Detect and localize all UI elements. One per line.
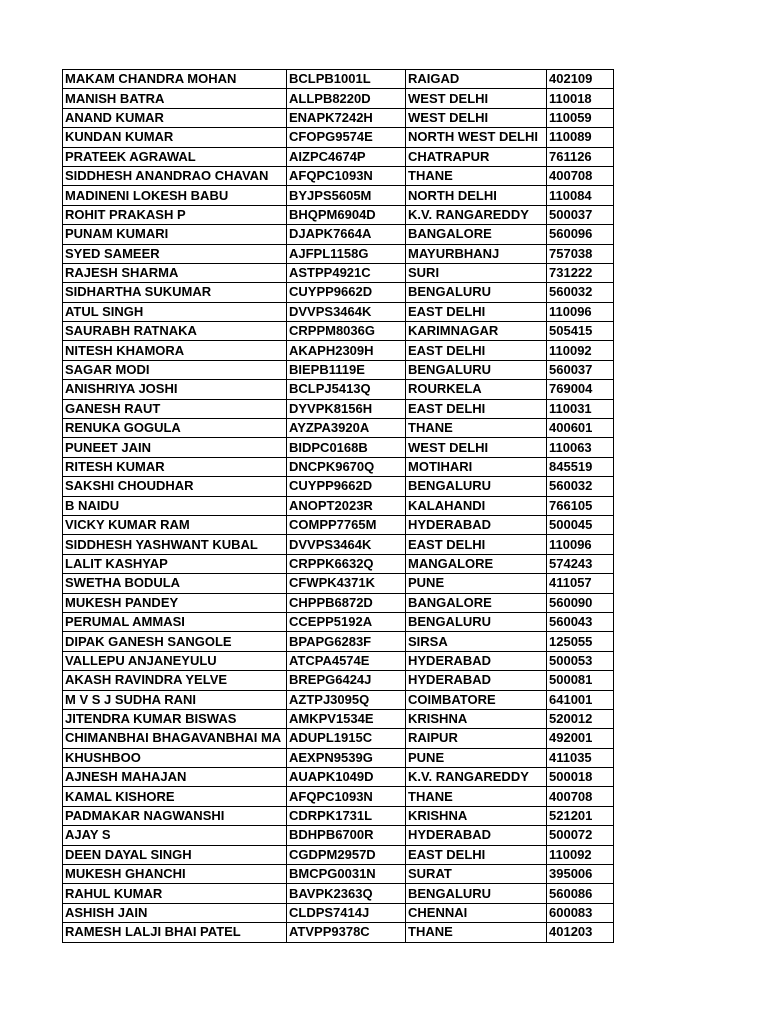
- city-cell: EAST DELHI: [406, 535, 547, 554]
- pan-cell: AZTPJ3095Q: [287, 690, 406, 709]
- pan-cell: COMPP7765M: [287, 515, 406, 534]
- table-row: [63, 884, 614, 903]
- pincode-cell: 402109: [547, 70, 614, 89]
- city-cell: KRISHNA: [406, 709, 547, 728]
- pan-cell: CRPPK6632Q: [287, 554, 406, 573]
- name-cell: MADINENI LOKESH BABU: [63, 186, 287, 205]
- city-cell: THANE: [406, 787, 547, 806]
- table-row: [63, 302, 614, 321]
- pincode-cell: 521201: [547, 806, 614, 825]
- pan-cell: BPAPG6283F: [287, 632, 406, 651]
- city-cell: MOTIHARI: [406, 457, 547, 476]
- pincode-cell: 560037: [547, 360, 614, 379]
- pan-cell: DJAPK7664A: [287, 225, 406, 244]
- city-cell: BANGALORE: [406, 593, 547, 612]
- city-cell: BENGALURU: [406, 283, 547, 302]
- pincode-cell: 110089: [547, 128, 614, 147]
- pincode-cell: 560032: [547, 283, 614, 302]
- pincode-cell: 110096: [547, 302, 614, 321]
- name-cell: SIDHARTHA SUKUMAR: [63, 283, 287, 302]
- city-cell: RAIGAD: [406, 70, 547, 89]
- city-cell: HYDERABAD: [406, 515, 547, 534]
- table-row: [63, 341, 614, 360]
- pincode-cell: 110096: [547, 535, 614, 554]
- name-cell: KHUSHBOO: [63, 748, 287, 767]
- pan-cell: AEXPN9539G: [287, 748, 406, 767]
- pincode-cell: 731222: [547, 263, 614, 282]
- name-cell: KUNDAN KUMAR: [63, 128, 287, 147]
- pan-cell: BMCPG0031N: [287, 865, 406, 884]
- pan-cell: BCLPJ5413Q: [287, 380, 406, 399]
- pan-cell: ATCPA4574E: [287, 651, 406, 670]
- city-cell: WEST DELHI: [406, 89, 547, 108]
- name-cell: SIDDHESH YASHWANT KUBAL: [63, 535, 287, 554]
- name-cell: SAURABH RATNAKA: [63, 322, 287, 341]
- table-row: [63, 70, 614, 89]
- table-row: [63, 225, 614, 244]
- city-cell: THANE: [406, 419, 547, 438]
- table-row: [63, 574, 614, 593]
- table-row: [63, 128, 614, 147]
- pincode-cell: 110018: [547, 89, 614, 108]
- name-cell: PERUMAL AMMASI: [63, 612, 287, 631]
- table-row: [63, 477, 614, 496]
- pan-cell: AKAPH2309H: [287, 341, 406, 360]
- name-cell: ATUL SINGH: [63, 302, 287, 321]
- name-cell: DIPAK GANESH SANGOLE: [63, 632, 287, 651]
- pan-cell: BIEPB1119E: [287, 360, 406, 379]
- pincode-cell: 505415: [547, 322, 614, 341]
- table-row: [63, 147, 614, 166]
- pincode-cell: 769004: [547, 380, 614, 399]
- name-cell: AJNESH MAHAJAN: [63, 768, 287, 787]
- name-cell: AJAY S: [63, 826, 287, 845]
- city-cell: CHATRAPUR: [406, 147, 547, 166]
- pincode-cell: 766105: [547, 496, 614, 515]
- pincode-cell: 110059: [547, 108, 614, 127]
- pincode-cell: 411057: [547, 574, 614, 593]
- pan-cell: BHQPM6904D: [287, 205, 406, 224]
- table-row: [63, 496, 614, 515]
- city-cell: BENGALURU: [406, 477, 547, 496]
- city-cell: BENGALURU: [406, 360, 547, 379]
- pincode-cell: 110031: [547, 399, 614, 418]
- table-row: [63, 787, 614, 806]
- name-cell: ANAND KUMAR: [63, 108, 287, 127]
- pan-cell: ANOPT2023R: [287, 496, 406, 515]
- pincode-cell: 401203: [547, 923, 614, 942]
- name-cell: MUKESH PANDEY: [63, 593, 287, 612]
- pan-cell: DVVPS3464K: [287, 535, 406, 554]
- name-cell: SIDDHESH ANANDRAO CHAVAN: [63, 166, 287, 185]
- table-row: [63, 399, 614, 418]
- city-cell: SURI: [406, 263, 547, 282]
- name-cell: RAMESH LALJI BHAI PATEL: [63, 923, 287, 942]
- name-cell: PADMAKAR NAGWANSHI: [63, 806, 287, 825]
- table-row: [63, 89, 614, 108]
- table-row: [63, 671, 614, 690]
- name-cell: VICKY KUMAR RAM: [63, 515, 287, 534]
- name-cell: ANISHRIYA JOSHI: [63, 380, 287, 399]
- name-cell: RAHUL KUMAR: [63, 884, 287, 903]
- city-cell: K.V. RANGAREDDY: [406, 768, 547, 787]
- table-row: [63, 593, 614, 612]
- pan-cell: ASTPP4921C: [287, 263, 406, 282]
- table-row: [63, 108, 614, 127]
- city-cell: KALAHANDI: [406, 496, 547, 515]
- table-row: [63, 205, 614, 224]
- pan-cell: DVVPS3464K: [287, 302, 406, 321]
- table-row: [63, 768, 614, 787]
- table-row: [63, 709, 614, 728]
- table-row: [63, 419, 614, 438]
- table-row: [63, 748, 614, 767]
- pincode-cell: 400708: [547, 787, 614, 806]
- pan-cell: AYZPA3920A: [287, 419, 406, 438]
- name-cell: GANESH RAUT: [63, 399, 287, 418]
- name-cell: PUNAM KUMARI: [63, 225, 287, 244]
- city-cell: PUNE: [406, 748, 547, 767]
- pincode-cell: 761126: [547, 147, 614, 166]
- city-cell: THANE: [406, 923, 547, 942]
- name-cell: PUNEET JAIN: [63, 438, 287, 457]
- name-cell: AKASH RAVINDRA YELVE: [63, 671, 287, 690]
- table-row: [63, 826, 614, 845]
- city-cell: SURAT: [406, 865, 547, 884]
- city-cell: EAST DELHI: [406, 302, 547, 321]
- pincode-cell: 110063: [547, 438, 614, 457]
- table-row: [63, 438, 614, 457]
- city-cell: PUNE: [406, 574, 547, 593]
- name-cell: JITENDRA KUMAR BISWAS: [63, 709, 287, 728]
- city-cell: HYDERABAD: [406, 826, 547, 845]
- pincode-cell: 757038: [547, 244, 614, 263]
- name-cell: CHIMANBHAI BHAGAVANBHAI MA: [63, 729, 287, 748]
- table-row: [63, 457, 614, 476]
- pan-cell: AJFPL1158G: [287, 244, 406, 263]
- table-row: [63, 244, 614, 263]
- pan-cell: CUYPP9662D: [287, 283, 406, 302]
- city-cell: KARIMNAGAR: [406, 322, 547, 341]
- city-cell: WEST DELHI: [406, 438, 547, 457]
- pincode-cell: 110084: [547, 186, 614, 205]
- city-cell: RAIPUR: [406, 729, 547, 748]
- pincode-cell: 400708: [547, 166, 614, 185]
- name-cell: MANISH BATRA: [63, 89, 287, 108]
- pincode-cell: 574243: [547, 554, 614, 573]
- table-row: [63, 535, 614, 554]
- name-cell: SAGAR MODI: [63, 360, 287, 379]
- pincode-cell: 125055: [547, 632, 614, 651]
- table-row: [63, 554, 614, 573]
- city-cell: THANE: [406, 166, 547, 185]
- pincode-cell: 500018: [547, 768, 614, 787]
- city-cell: NORTH WEST DELHI: [406, 128, 547, 147]
- pan-cell: AMKPV1534E: [287, 709, 406, 728]
- pincode-cell: 500072: [547, 826, 614, 845]
- pan-cell: DNCPK9670Q: [287, 457, 406, 476]
- name-cell: KAMAL KISHORE: [63, 787, 287, 806]
- name-cell: RENUKA GOGULA: [63, 419, 287, 438]
- city-cell: CHENNAI: [406, 903, 547, 922]
- pan-cell: BDHPB6700R: [287, 826, 406, 845]
- pan-cell: BCLPB1001L: [287, 70, 406, 89]
- pan-cell: ENAPK7242H: [287, 108, 406, 127]
- pan-cell: AIZPC4674P: [287, 147, 406, 166]
- name-cell: VALLEPU ANJANEYULU: [63, 651, 287, 670]
- name-cell: RITESH KUMAR: [63, 457, 287, 476]
- table-row: [63, 515, 614, 534]
- pincode-cell: 560086: [547, 884, 614, 903]
- pan-cell: CFWPK4371K: [287, 574, 406, 593]
- city-cell: KRISHNA: [406, 806, 547, 825]
- name-cell: MAKAM CHANDRA MOHAN: [63, 70, 287, 89]
- table-row: [63, 632, 614, 651]
- table-row: [63, 865, 614, 884]
- pincode-cell: 395006: [547, 865, 614, 884]
- city-cell: MAYURBHANJ: [406, 244, 547, 263]
- pincode-cell: 411035: [547, 748, 614, 767]
- pincode-cell: 110092: [547, 845, 614, 864]
- table-row: [63, 903, 614, 922]
- pan-cell: DYVPK8156H: [287, 399, 406, 418]
- pincode-cell: 560043: [547, 612, 614, 631]
- pincode-cell: 110092: [547, 341, 614, 360]
- table-body: [63, 70, 614, 943]
- pincode-cell: 520012: [547, 709, 614, 728]
- pan-cell: AFQPC1093N: [287, 166, 406, 185]
- table-row: [63, 845, 614, 864]
- city-cell: EAST DELHI: [406, 845, 547, 864]
- name-cell: SYED SAMEER: [63, 244, 287, 263]
- pan-cell: CRPPM8036G: [287, 322, 406, 341]
- name-cell: RAJESH SHARMA: [63, 263, 287, 282]
- name-cell: NITESH KHAMORA: [63, 341, 287, 360]
- city-cell: SIRSA: [406, 632, 547, 651]
- name-cell: SWETHA BODULA: [63, 574, 287, 593]
- pan-cell: AUAPK1049D: [287, 768, 406, 787]
- pincode-cell: 560090: [547, 593, 614, 612]
- name-cell: LALIT KASHYAP: [63, 554, 287, 573]
- name-cell: SAKSHI CHOUDHAR: [63, 477, 287, 496]
- table-row: [63, 360, 614, 379]
- pincode-cell: 560032: [547, 477, 614, 496]
- pincode-cell: 400601: [547, 419, 614, 438]
- name-cell: PRATEEK AGRAWAL: [63, 147, 287, 166]
- table-row: [63, 283, 614, 302]
- name-cell: DEEN DAYAL SINGH: [63, 845, 287, 864]
- table-row: [63, 186, 614, 205]
- pan-cell: BAVPK2363Q: [287, 884, 406, 903]
- table-row: [63, 690, 614, 709]
- table-row: [63, 322, 614, 341]
- table-row: [63, 263, 614, 282]
- pan-cell: AFQPC1093N: [287, 787, 406, 806]
- pincode-cell: 500081: [547, 671, 614, 690]
- table-row: [63, 923, 614, 942]
- name-cell: ROHIT PRAKASH P: [63, 205, 287, 224]
- pan-cell: CLDPS7414J: [287, 903, 406, 922]
- pincode-cell: 560096: [547, 225, 614, 244]
- pincode-cell: 500045: [547, 515, 614, 534]
- city-cell: EAST DELHI: [406, 341, 547, 360]
- table-row: [63, 806, 614, 825]
- city-cell: HYDERABAD: [406, 651, 547, 670]
- name-cell: B NAIDU: [63, 496, 287, 515]
- pan-cell: CGDPM2957D: [287, 845, 406, 864]
- pan-cell: CCEPP5192A: [287, 612, 406, 631]
- table-row: [63, 166, 614, 185]
- city-cell: ROURKELA: [406, 380, 547, 399]
- pincode-cell: 500037: [547, 205, 614, 224]
- city-cell: BENGALURU: [406, 612, 547, 631]
- pincode-cell: 500053: [547, 651, 614, 670]
- city-cell: EAST DELHI: [406, 399, 547, 418]
- pan-cell: CHPPB6872D: [287, 593, 406, 612]
- name-cell: M V S J SUDHA RANI: [63, 690, 287, 709]
- city-cell: NORTH DELHI: [406, 186, 547, 205]
- pincode-cell: 492001: [547, 729, 614, 748]
- name-cell: ASHISH JAIN: [63, 903, 287, 922]
- city-cell: COIMBATORE: [406, 690, 547, 709]
- city-cell: HYDERABAD: [406, 671, 547, 690]
- city-cell: BANGALORE: [406, 225, 547, 244]
- pincode-cell: 641001: [547, 690, 614, 709]
- table-row: [63, 612, 614, 631]
- city-cell: K.V. RANGAREDDY: [406, 205, 547, 224]
- table-row: [63, 729, 614, 748]
- pan-cell: BREPG6424J: [287, 671, 406, 690]
- city-cell: BENGALURU: [406, 884, 547, 903]
- pan-cell: ATVPP9378C: [287, 923, 406, 942]
- pan-cell: BYJPS5605M: [287, 186, 406, 205]
- name-cell: MUKESH GHANCHI: [63, 865, 287, 884]
- pan-cell: CFOPG9574E: [287, 128, 406, 147]
- pan-cell: CDRPK1731L: [287, 806, 406, 825]
- pincode-cell: 600083: [547, 903, 614, 922]
- pan-cell: BIDPC0168B: [287, 438, 406, 457]
- city-cell: WEST DELHI: [406, 108, 547, 127]
- table-row: [63, 651, 614, 670]
- pan-cell: ADUPL1915C: [287, 729, 406, 748]
- pan-cell: CUYPP9662D: [287, 477, 406, 496]
- pincode-cell: 845519: [547, 457, 614, 476]
- data-table: [62, 69, 614, 943]
- table-row: [63, 380, 614, 399]
- city-cell: MANGALORE: [406, 554, 547, 573]
- pan-cell: ALLPB8220D: [287, 89, 406, 108]
